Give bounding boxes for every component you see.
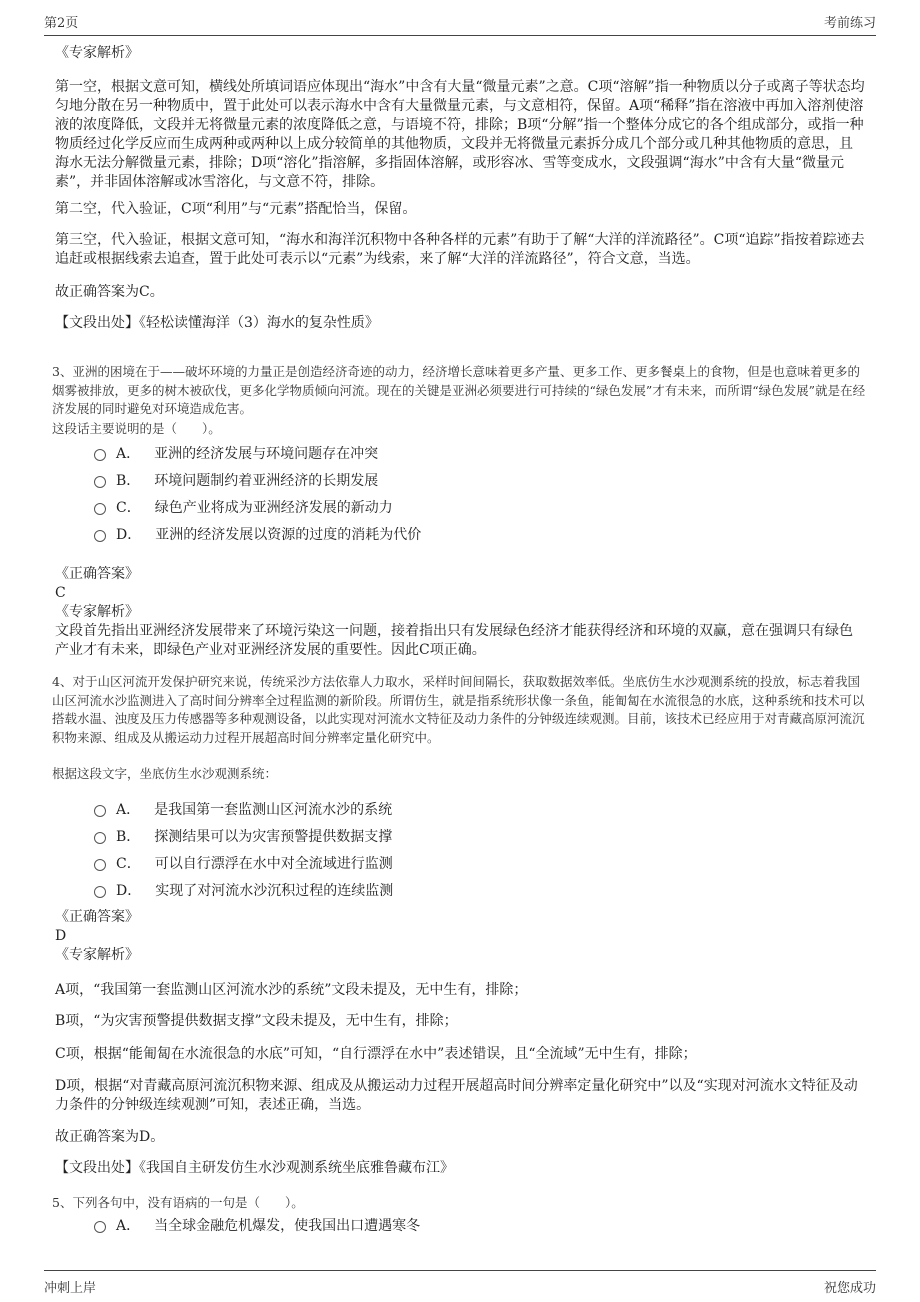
source-citation: 【文段出处】《我国自主研发仿生水沙观测系统坐底雅鲁藏布江》 xyxy=(55,1160,454,1176)
radio-button[interactable] xyxy=(94,832,106,844)
question-prompt: 这段话主要说明的是（ ）。 xyxy=(52,421,221,436)
radio-button[interactable] xyxy=(94,859,106,871)
radio-button[interactable] xyxy=(94,476,106,488)
option-c[interactable] xyxy=(94,853,393,873)
radio-button[interactable] xyxy=(94,449,106,461)
source-citation: 【文段出处】《轻松读懂海洋（3）海水的复杂性质》 xyxy=(55,315,379,331)
analysis-paragraph: 第二空，代入验证，C项“利用”与“元素”搭配恰当，保留。 xyxy=(55,201,417,217)
answer-conclusion: 故正确答案为D。 xyxy=(55,1129,165,1145)
correct-answer-label: 《正确答案》 xyxy=(55,566,139,582)
footer-left-text: 冲刺上岸 xyxy=(44,1281,97,1296)
correct-answer: C xyxy=(55,585,66,601)
option-d[interactable] xyxy=(94,524,421,544)
option-b[interactable] xyxy=(94,470,378,490)
option-letter: A． xyxy=(116,446,141,462)
analysis-paragraph: 文段首先指出亚洲经济发展带来了环境污染这一问题，接着指出只有发展绿色经济才能获得经济和环境的双赢，意在强调只有绿色产业才有未来，即绿色产业对亚洲经济发展的重要性。因此C项正确。 xyxy=(55,623,853,658)
option-letter: D． xyxy=(116,527,142,543)
expert-analysis-label: 《专家解析》 xyxy=(55,604,139,620)
option-letter: D． xyxy=(116,883,142,899)
analysis-paragraph: 第一空，根据文意可知，横线处所填词语应体现出“海水”中含有大量“微量元素”之意。C项“溶解”指一种物质以分子或离子等状态均匀地分散在另一种物质中，置于此处可以表示海水中含有大量微量元素，与文意相符，保留。A项“稀释”指在溶液中再加入溶剂使溶液的浓度降低，文段并无将微量元素的浓度降低之意，与语境不符，排除；B项“分解”指一个整体分成它的各个组成部分，或指一种物质经过化学反应而生成两种或两种以上成分较简单的其他物质，文段并无将微量元素拆分成几个部分或几种其他物质的意思，且海水无法分解微量元素，排除；D项“溶化”指溶解，多指固体溶解，或形容冰、雪等变成水，文段强调“海水”中含有大量“微量元素”，并非固体溶解或冰雪溶化，与文意不符，排除。 xyxy=(55,79,865,190)
option-letter: C． xyxy=(116,500,141,516)
radio-button[interactable] xyxy=(94,503,106,515)
radio-button[interactable] xyxy=(94,1221,106,1233)
option-text: 实现了对河流水沙沉积过程的连续监测 xyxy=(155,883,394,899)
question-prompt: 根据这段文字，坐底仿生水沙观测系统： xyxy=(52,766,278,781)
option-letter: A． xyxy=(116,802,141,818)
expert-analysis-label: 《专家解析》 xyxy=(55,45,139,61)
option-text: 绿色产业将成为亚洲经济发展的新动力 xyxy=(154,500,393,516)
correct-answer-label: 《正确答案》 xyxy=(55,909,139,925)
option-text: 当全球金融危机爆发，使我国出口遭遇寒冬 xyxy=(154,1218,421,1234)
radio-button[interactable] xyxy=(94,886,106,898)
page-footer xyxy=(44,1270,876,1296)
radio-button[interactable] xyxy=(94,805,106,817)
analysis-paragraph: 第三空，代入验证，根据文意可知，“海水和海洋沉积物中各种各样的元素”有助于了解“大洋的洋流路径”。C项“追踪”指按着踪迹去追赶或根据线索去追查，置于此处可表示以“元素”为线索，来了解“大洋的洋流路径”，符合文意，当选。 xyxy=(55,232,865,267)
answer-conclusion: 故正确答案为C。 xyxy=(55,284,164,300)
analysis-paragraph: C项，根据“能匍匐在水流很急的水底”可知，“自行漂浮在水中”表述错误，且“全流域”无中生有，排除； xyxy=(55,1046,697,1062)
option-text: 可以自行漂浮在水中对全流域进行监测 xyxy=(154,856,393,872)
option-text: 亚洲的经济发展与环境问题存在冲突 xyxy=(154,446,379,462)
option-letter: B． xyxy=(116,473,141,489)
page-number: 第2页 xyxy=(44,16,79,31)
option-text: 环境问题制约着亚洲经济的长期发展 xyxy=(154,473,379,489)
option-c[interactable] xyxy=(94,497,393,517)
option-letter: C． xyxy=(116,856,141,872)
option-a[interactable] xyxy=(94,443,378,463)
option-text: 亚洲的经济发展以资源的过度的消耗为代价 xyxy=(155,527,422,543)
radio-button[interactable] xyxy=(94,530,106,542)
footer-right-text: 祝您成功 xyxy=(823,1281,876,1296)
page-header xyxy=(44,12,876,36)
header-title: 考前练习 xyxy=(823,16,876,31)
question-stem: 4、对于山区河流开发保护研究来说，传统采沙方法依靠人力取水，采样时间间隔长，获取数据效率低。坐底仿生水沙观测系统的投放，标志着我国山区河流水沙监测进入了高时间分辨率全过程监测的新阶段。所谓仿生，就是指系统形状像一条鱼，能匍匐在水流很急的水底，这种系统和技术可以搭载水温、浊度及压力传感器等多种观测设备，以此实现对河流水文特征及动力条件的分钟级连续观测。目前，该技术已经应用于对青藏高原河流沉积物来源、组成及从搬运动力过程开展超高时间分辨率定量化研究中。 xyxy=(52,674,865,745)
analysis-paragraph: D项，根据“对青藏高原河流沉积物来源、组成及从搬运动力过程开展超高时间分辨率定量化研究中”以及“实现对河流水文特征及动力条件的分钟级连续观测”可知，表述正确，当选。 xyxy=(55,1078,858,1113)
correct-answer: D xyxy=(55,928,67,944)
analysis-paragraph: A项，“我国第一套监测山区河流水沙的系统”文段未提及，无中生有，排除； xyxy=(55,982,528,998)
option-text: 是我国第一套监测山区河流水沙的系统 xyxy=(154,802,393,818)
expert-analysis-label: 《专家解析》 xyxy=(55,947,139,963)
option-text: 探测结果可以为灾害预警提供数据支撑 xyxy=(154,829,393,845)
analysis-paragraph: B项，“为灾害预警提供数据支撑”文段未提及，无中生有，排除； xyxy=(55,1013,458,1029)
option-letter: B． xyxy=(116,829,141,845)
option-d[interactable] xyxy=(94,880,393,900)
option-a[interactable] xyxy=(94,1215,420,1235)
question-stem: 3、亚洲的困境在于——破坏环境的力量正是创造经济奇迹的动力，经济增长意味着更多产量、更多工作、更多餐桌上的食物，但是也意味着更多的烟雾被排放，更多的树木被砍伐，更多化学物质倾向河流。现在的关键是亚洲必须要进行可持续的“绿色发展”才有未来，而所谓“绿色发展”就是在经济发展的同时避免对环境造成危害。 xyxy=(52,364,866,416)
option-letter: A． xyxy=(116,1218,141,1234)
option-a[interactable] xyxy=(94,799,392,819)
question-stem: 5、下列各句中，没有语病的一句是（ ）。 xyxy=(52,1195,304,1210)
option-b[interactable] xyxy=(94,826,392,846)
